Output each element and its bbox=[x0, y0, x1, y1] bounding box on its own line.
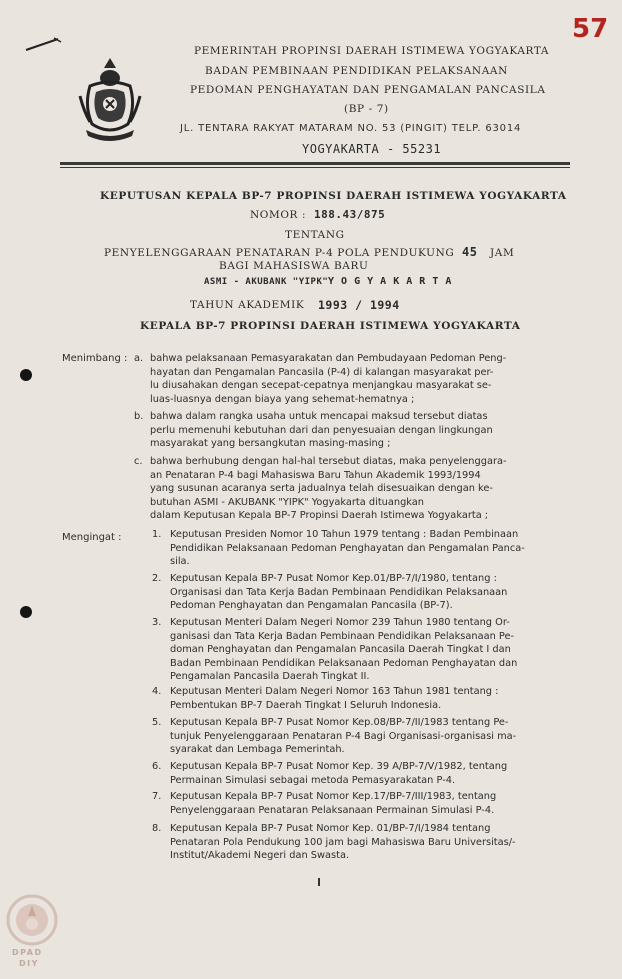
pen-mark bbox=[24, 34, 64, 54]
item-line: tunjuk Penyelenggaraan Penataran P-4 Bagi Organisasi-organisasi ma- bbox=[170, 730, 517, 742]
menimbang-item-c bbox=[134, 455, 568, 523]
archive-watermark bbox=[4, 892, 60, 972]
issuer-heading: KEPALA BP-7 PROPINSI DAERAH ISTIMEWA YOGYAKARTA bbox=[140, 320, 521, 332]
item-line: luas-luasnya dengan biaya yang sehemat-hematnya ; bbox=[150, 393, 415, 405]
subject-hours: 45 bbox=[462, 245, 478, 259]
item-line: sila. bbox=[170, 556, 190, 567]
item-line: masyarakat yang bersangkutan masing-masing ; bbox=[150, 438, 391, 449]
watermark-text-bottom: DIY bbox=[19, 959, 39, 968]
item-line: Institut/Akademi Negeri dan Swasta. bbox=[170, 850, 350, 861]
item-line: Permainan Simulasi sebagai metoda Pemasyarakatan P-4. bbox=[170, 774, 456, 786]
item-line: ganisasi dan Tata Kerja Badan Pembinaan Pendidikan Pelaksanaan Pe- bbox=[170, 630, 515, 642]
item-line: syarakat dan Lembaga Pemerintah. bbox=[170, 744, 345, 755]
mengingat-item-3 bbox=[152, 616, 568, 684]
menimbang-item-a bbox=[134, 352, 568, 406]
item-line: perlu memenuhi kebutuhan dari dan penyesuaian dengan lingkungan bbox=[150, 424, 493, 436]
yogyakarta-emblem-icon bbox=[76, 56, 144, 142]
watermark-text-top: DPAD bbox=[12, 948, 43, 957]
item-line: bahwa berhubung dengan hal-hal tersebut diatas, maka penyelenggara- bbox=[150, 456, 507, 467]
punch-hole bbox=[20, 369, 32, 381]
item-line: bahwa pelaksanaan Pemasyarakatan dan Pembudayaan Pedoman Peng- bbox=[150, 353, 507, 364]
item-marker: 1. bbox=[152, 529, 162, 540]
subject-line-2: BAGI MAHASISWA BARU bbox=[219, 260, 369, 272]
item-line: Pedoman Penghayatan dan Pengamalan Pancasila (BP-7). bbox=[170, 600, 453, 611]
mengingat-item-2 bbox=[152, 572, 568, 613]
letterhead-rule-thick bbox=[60, 162, 570, 165]
subject-hours-unit: JAM bbox=[490, 247, 515, 259]
tentang-label: TENTANG bbox=[285, 229, 345, 241]
mengingat-item-6 bbox=[152, 760, 568, 787]
item-line: Keputusan Kepala BP-7 Pusat Nomor Kep. 01/BP-7/I/1984 tentang bbox=[170, 823, 491, 834]
mengingat-item-5 bbox=[152, 716, 568, 757]
header-line-3: PEDOMAN PENGHAYATAN DAN PENGAMALAN PANCASILA bbox=[190, 84, 546, 96]
header-address: JL. TENTARA RAKYAT MATARAM NO. 53 (PINGIT) TELP. 63014 bbox=[180, 123, 522, 134]
item-line: doman Penghayatan dan Pengamalan Pancasila Daerah Tingkat I dan bbox=[170, 644, 511, 655]
punch-hole bbox=[20, 606, 32, 618]
institution-city: Y O G Y A K A R T A bbox=[328, 276, 452, 287]
item-line: an Penataran P-4 bagi Mahasiswa Baru Tahun Akademik 1993/1994 bbox=[150, 469, 481, 481]
header-line-1: PEMERINTAH PROPINSI DAERAH ISTIMEWA YOGYAKARTA bbox=[194, 45, 550, 57]
item-line: Pendidikan Pelaksanaan Pedoman Penghayatan dan Pengamalan Panca- bbox=[170, 542, 525, 554]
item-line: Penyelenggaraan Penataran Pelaksanaan Permainan Simulasi P-4. bbox=[170, 804, 495, 816]
item-line: Keputusan Menteri Dalam Negeri Nomor 163 Tahun 1981 tentang : bbox=[170, 686, 499, 697]
header-line-2: BADAN PEMBINAAN PENDIDIKAN PELAKSANAAN bbox=[205, 65, 508, 77]
mengingat-item-1 bbox=[152, 528, 568, 569]
item-marker: a. bbox=[134, 353, 144, 364]
item-line: Keputusan Kepala BP-7 Pusat Nomor Kep. 39 A/BP-7/V/1982, tentang bbox=[170, 761, 508, 772]
academic-year-label: TAHUN AKADEMIK bbox=[190, 299, 305, 311]
item-marker: b. bbox=[134, 411, 144, 422]
mengingat-item-8 bbox=[152, 822, 568, 863]
item-marker: 5. bbox=[152, 717, 162, 728]
item-marker: 2. bbox=[152, 573, 162, 584]
item-marker: c. bbox=[134, 456, 143, 467]
item-marker: 4. bbox=[152, 686, 162, 697]
header-line-4: (BP - 7) bbox=[344, 103, 389, 115]
academic-year-value: 1993 / 1994 bbox=[318, 298, 400, 312]
item-marker: 7. bbox=[152, 791, 162, 802]
mengingat-label: Mengingat : bbox=[62, 532, 122, 543]
item-line: lu diusahakan dengan secepat-cepatnya menjangkau masyarakat se- bbox=[150, 380, 492, 391]
item-line: Pembentukan BP-7 Daerah Tingkat I Seluruh Indonesia. bbox=[170, 699, 442, 711]
item-marker: 6. bbox=[152, 761, 162, 772]
item-line: Keputusan Kepala BP-7 Pusat Nomor Kep.08/BP-7/II/1983 tentang Pe- bbox=[170, 717, 509, 728]
item-line: butuhan ASMI - AKUBANK "YIPK" Yogyakarta dituangkan bbox=[150, 496, 425, 508]
item-line: bahwa dalam rangka usaha untuk mencapai maksud tersebut diatas bbox=[150, 411, 488, 422]
item-line: Keputusan Kepala BP-7 Pusat Nomor Kep.01/BP-7/I/1980, tentang : bbox=[170, 573, 497, 584]
page-number: 57 bbox=[572, 14, 609, 44]
decree-title: KEPUTUSAN KEPALA BP-7 PROPINSI DAERAH ISTIMEWA YOGYAKARTA bbox=[100, 190, 567, 202]
header-city: YOGYAKARTA - 55231 bbox=[302, 142, 442, 156]
item-marker: 8. bbox=[152, 823, 162, 834]
item-line: Penataran Pola Pendukung 100 jam bagi Mahasiswa Baru Universitas/- bbox=[170, 836, 516, 848]
item-line: Keputusan Kepala BP-7 Pusat Nomor Kep.17/BP-7/III/1983, tentang bbox=[170, 791, 497, 802]
mengingat-item-4 bbox=[152, 685, 568, 712]
item-line: Keputusan Menteri Dalam Negeri Nomor 239 Tahun 1980 tentang Or- bbox=[170, 617, 510, 628]
page-mark bbox=[318, 878, 320, 886]
item-line: Organisasi dan Tata Kerja Badan Pembinaan Pendidikan Pelaksanaan bbox=[170, 586, 508, 598]
item-marker: 3. bbox=[152, 617, 162, 628]
institution-name: ASMI - AKUBANK "YIPK" bbox=[204, 277, 329, 287]
item-line: dalam Keputusan Kepala BP-7 Propinsi Daerah Istimewa Yogyakarta ; bbox=[150, 510, 489, 521]
menimbang-item-b bbox=[134, 410, 568, 451]
decree-number-value: 188.43/875 bbox=[314, 208, 386, 221]
mengingat-item-7 bbox=[152, 790, 568, 817]
item-line: Badan Pembinaan Pendidikan Pelaksanaan Pedoman Penghayatan dan bbox=[170, 657, 518, 669]
subject-line-1: PENYELENGGARAAN PENATARAN P-4 POLA PENDUKUNG bbox=[104, 247, 455, 259]
menimbang-label: Menimbang : bbox=[62, 353, 128, 364]
letterhead-rule-thin bbox=[60, 167, 570, 168]
item-line: yang susunan acaranya serta jadualnya telah disesuaikan dengan ke- bbox=[150, 483, 493, 494]
archive-seal-icon bbox=[4, 892, 60, 948]
item-line: Pengamalan Pancasila Daerah Tingkat II. bbox=[170, 671, 370, 682]
item-line: Keputusan Presiden Nomor 10 Tahun 1979 tentang : Badan Pembinaan bbox=[170, 529, 519, 540]
decree-number-label: NOMOR : bbox=[250, 209, 307, 221]
item-line: hayatan dan Pengamalan Pancasila (P-4) di kalangan masyarakat per- bbox=[150, 366, 494, 378]
